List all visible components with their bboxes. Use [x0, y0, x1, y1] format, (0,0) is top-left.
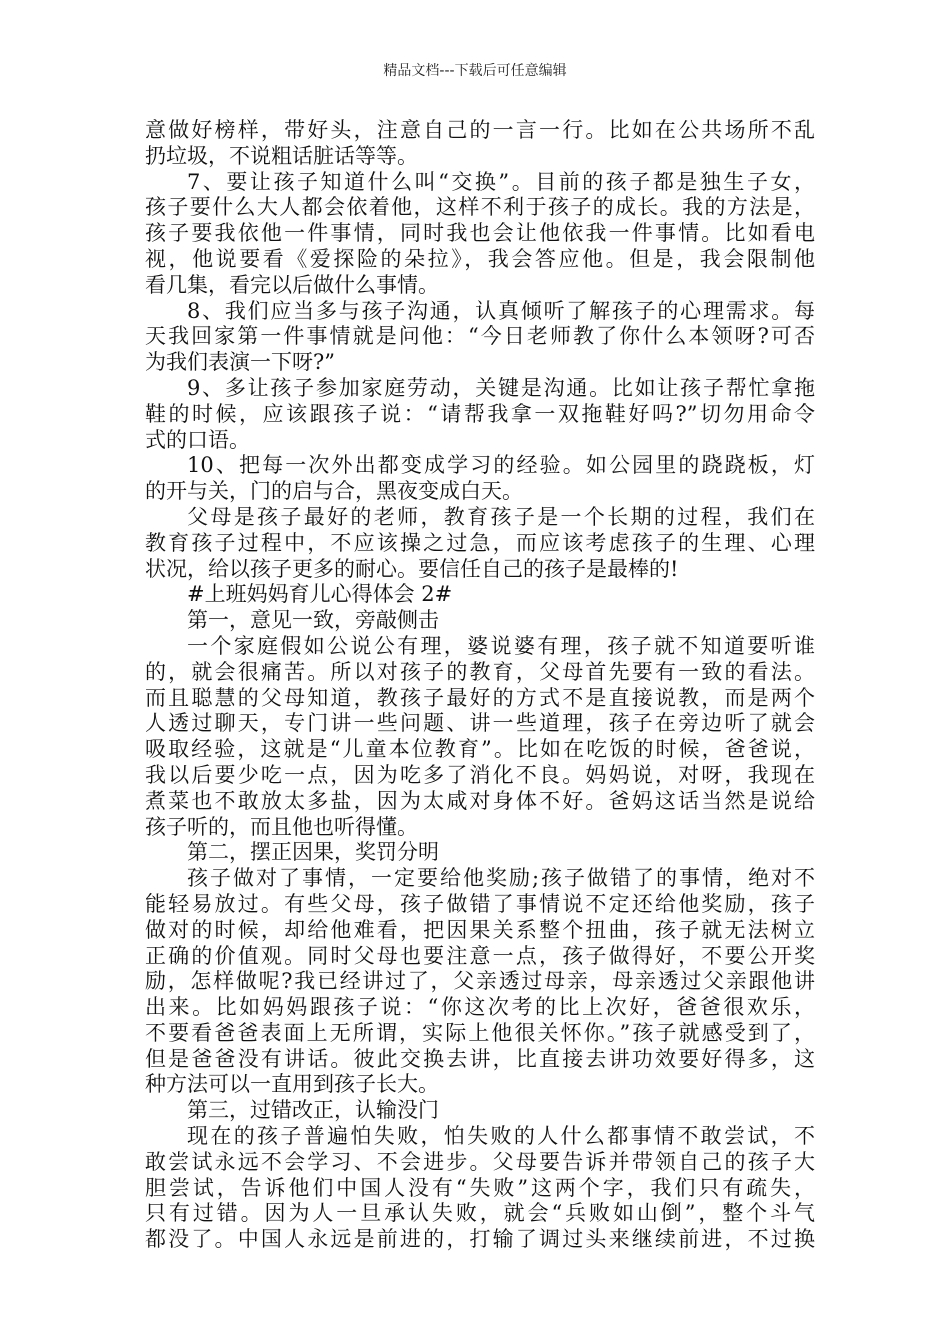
text-line: 看几集，看完以后做什么事情。 — [145, 272, 439, 297]
text-line: 孩子要什么大人都会依着他，这样不利于孩子的成长。我的方法是， — [145, 195, 815, 220]
text-line: 7、要让孩子知道什么叫“交换”。目前的孩子都是独生子女， — [187, 169, 815, 194]
text-line: 天我回家第一件事情就是问他：“今日老师教了你什么本领呀?可否 — [145, 324, 815, 349]
text-line: 煮菜也不敢放太多盐，因为太咸对身体不好。爸妈这话当然是说给 — [145, 788, 815, 813]
text-line: 扔垃圾，不说粗话脏话等等。 — [145, 143, 418, 168]
text-line: 只有过错。因为人一旦承认失败，就会“兵败如山倒”，整个斗气 — [145, 1201, 815, 1226]
text-line: 而且聪慧的父母知道，教孩子最好的方式不是直接说教，而是两个 — [145, 685, 815, 710]
text-line: 都没了。中国人永远是前进的，打输了调过头来继续前进，不过换 — [145, 1227, 815, 1252]
text-line: 教育孩子过程中，不应该操之过急，而应该考虑孩子的生理、心理 — [145, 530, 815, 555]
text-line: 第二，摆正因果，奖罚分明 — [187, 840, 439, 865]
text-line: 意做好榜样，带好头，注意自己的一言一行。比如在公共场所不乱 — [145, 118, 815, 142]
text-line: 敢尝试永远不会学习、不会进步。父母要告诉并带领自己的孩子大 — [145, 1149, 815, 1174]
text-line: 式的口语。 — [145, 427, 250, 452]
text-line: #上班妈妈育儿心得体会 2# — [187, 582, 453, 607]
text-line: 父母是孩子最好的老师，教育孩子是一个长期的过程，我们在 — [187, 504, 815, 529]
text-line: 吸取经验，这就是“儿童本位教育”。比如在吃饭的时候，爸爸说， — [145, 737, 815, 762]
text-line: 8、我们应当多与孩子沟通，认真倾听了解孩子的心理需求。每 — [187, 298, 815, 323]
text-line: 励，怎样做呢?我已经讲过了，父亲透过母亲，母亲透过父亲跟他讲 — [145, 969, 815, 994]
text-line: 9、多让孩子参加家庭劳动，关键是沟通。比如让孩子帮忙拿拖 — [187, 375, 815, 400]
text-line: 出来。比如妈妈跟孩子说：“你这次考的比上次好，爸爸很欢乐， — [145, 995, 815, 1020]
text-line: 孩子要我依他一件事情，同时我也会让他依我一件事情。比如看电 — [145, 221, 815, 246]
text-line: 鞋的时候，应该跟孩子说：“请帮我拿一双拖鞋好吗?”切勿用命令 — [145, 401, 815, 426]
text-line: 视，他说要看《爱探险的朵拉》，我会答应他。但是，我会限制他 — [145, 246, 815, 271]
text-line: 但是爸爸没有讲话。彼此交换去讲，比直接去讲功效要好得多，这 — [145, 1046, 815, 1071]
text-line: 为我们表演一下呀?” — [145, 350, 335, 375]
text-line: 不要看爸爸表面上无所谓，实际上他很关怀你。”孩子就感受到了， — [145, 1020, 815, 1045]
text-line: 我以后要少吃一点，因为吃多了消化不良。妈妈说，对呀，我现在 — [145, 762, 815, 787]
text-line: 做对的时候，却给他难看，把因果关系整个扭曲，孩子就无法树立 — [145, 917, 815, 942]
text-line: 人透过聊天，专门讲一些问题、讲一些道理，孩子在旁边听了就会 — [145, 711, 815, 736]
text-line: 的，就会很痛苦。所以对孩子的教育，父母首先要有一致的看法。 — [145, 659, 815, 684]
text-line: 正确的价值观。同时父母也要注意一点，孩子做得好，不要公开奖 — [145, 943, 815, 968]
text-line: 现在的孩子普遍怕失败，怕失败的人什么都事情不敢尝试，不 — [187, 1124, 815, 1149]
text-line: 孩子做对了事情，一定要给他奖励;孩子做错了的事情，绝对不 — [187, 866, 815, 891]
text-line: 一个家庭假如公说公有理，婆说婆有理，孩子就不知道要听谁 — [187, 633, 815, 658]
text-line: 孩子听的，而且他也听得懂。 — [145, 814, 418, 839]
text-line: 胆尝试，告诉他们中国人没有“失败”这两个字，我们只有疏失， — [145, 1175, 815, 1200]
text-line: 10、把每一次外出都变成学习的经验。如公园里的跷跷板，灯 — [187, 453, 815, 478]
page-header: 精品文档---下载后可任意编辑 — [383, 63, 567, 79]
text-line: 状况，给以孩子更多的耐心。要信任自己的孩子是最棒的! — [145, 556, 679, 581]
text-line: 能轻易放过。有些父母，孩子做错了事情说不定还给他奖励，孩子 — [145, 891, 815, 916]
text-line: 种方法可以一直用到孩子长大。 — [145, 1072, 439, 1097]
text-line: 第一，意见一致，旁敲侧击 — [187, 608, 439, 633]
text-line: 的开与关，门的启与合，黑夜变成白天。 — [145, 479, 523, 504]
document-body — [145, 118, 815, 1253]
text-line: 第三，过错改正，认输没门 — [187, 1098, 439, 1123]
